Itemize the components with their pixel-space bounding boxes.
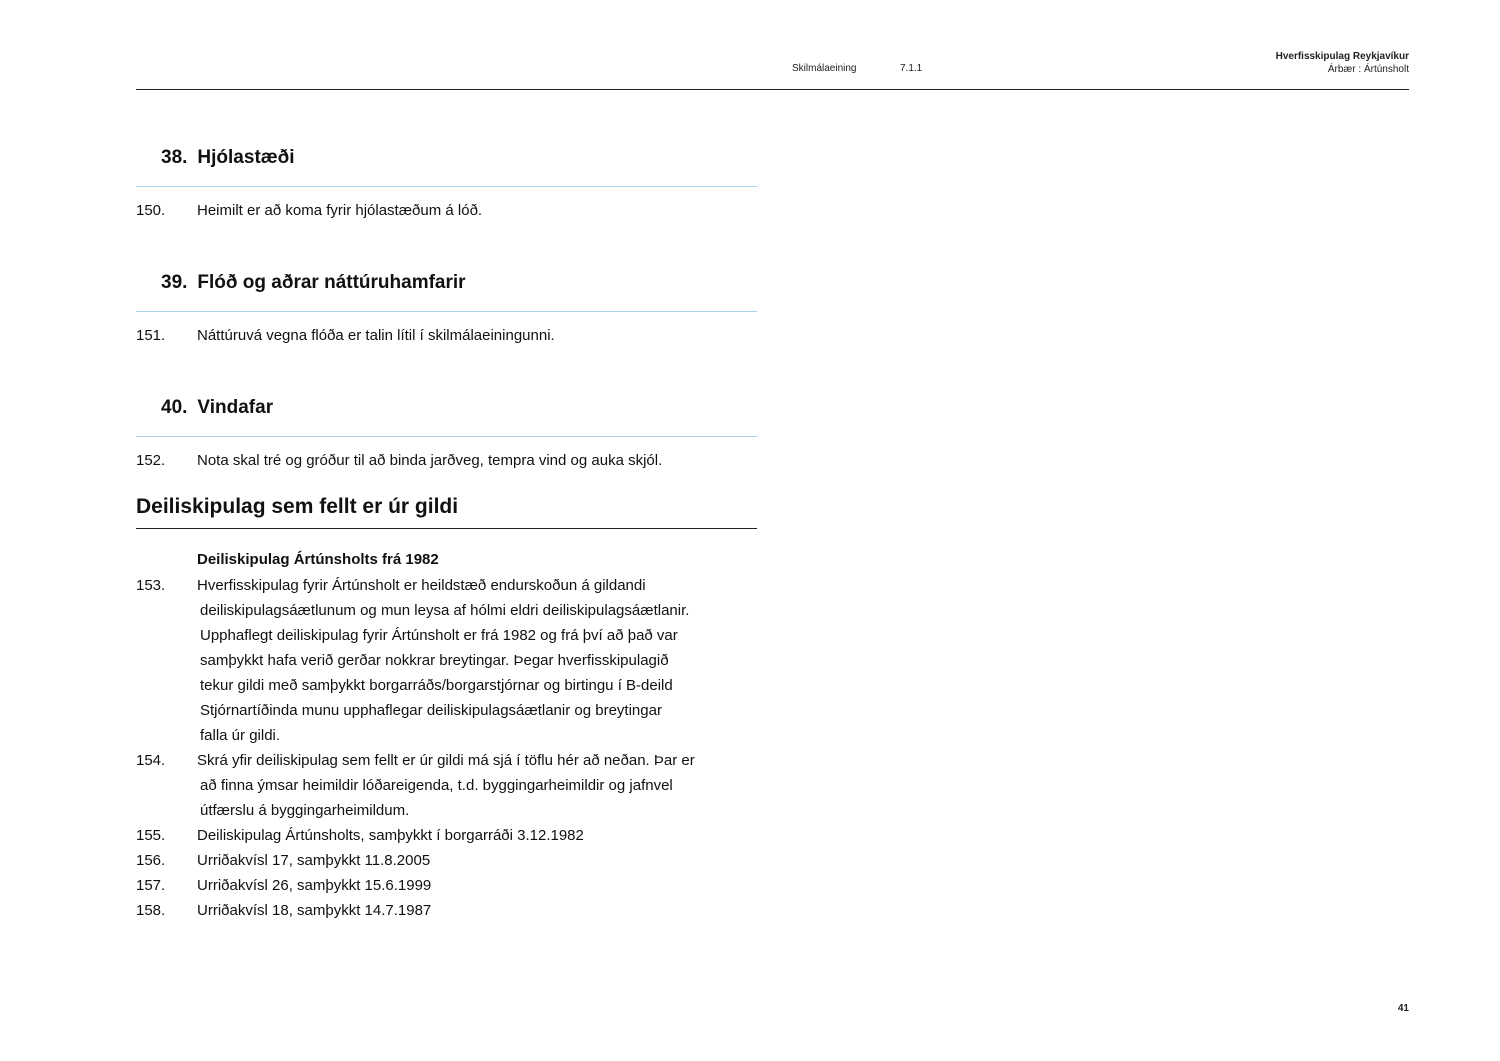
paragraph-text (197, 898, 431, 923)
section-title: Flóð og aðrar náttúruhamfarir (197, 272, 466, 293)
paragraph-number: 152. (136, 452, 166, 469)
header-section-number: 7.1.1 (900, 63, 923, 74)
section-number: 40. (161, 397, 188, 418)
section-heading-39 (161, 272, 466, 294)
paragraph-line: Upphaflegt deiliskipulag fyrir Ártúnsholt er frá 1982 og frá því að það var (200, 627, 678, 644)
paragraph-number: 156. (136, 852, 166, 869)
repealed-plans-heading: Deiliskipulag sem fellt er úr gildi (136, 495, 459, 518)
repealed-plans-divider (136, 528, 757, 529)
paragraph-number: 155. (136, 827, 166, 844)
header-doc-subtitle: Árbær : Ártúnsholt (1327, 64, 1409, 75)
paragraph-line: að finna ýmsar heimildir lóðareigenda, t.d. byggingarheimildir og jafnvel (200, 777, 673, 794)
paragraph-line: deiliskipulagsáætlunum og mun leysa af hólmi eldri deiliskipulagsáætlanir. (200, 602, 690, 619)
header-doc-title: Hverfisskipulag Reykjavíkur (1275, 51, 1409, 62)
repealed-plans-subheading: Deiliskipulag Ártúnsholts frá 1982 (197, 551, 439, 568)
paragraph-line: Heimilt er að koma fyrir hjólastæðum á lóð. (197, 202, 483, 219)
paragraph-number: 154. (136, 752, 166, 769)
paragraph-line: Urriðakvísl 17, samþykkt 11.8.2005 (197, 852, 431, 869)
paragraph-line: Hverfisskipulag fyrir Ártúnsholt er heildstæð endurskoðun á gildandi (197, 577, 646, 594)
page-number: 41 (1397, 1003, 1409, 1014)
paragraph-line: Deiliskipulag Ártúnsholts, samþykkt í borgarráði 3.12.1982 (197, 827, 584, 844)
section-heading-38 (161, 147, 295, 169)
paragraph-line: falla úr gildi. (200, 727, 281, 744)
header-section-label: Skilmálaeining (792, 63, 857, 74)
paragraph-line: útfærslu á byggingarheimildum. (200, 802, 410, 819)
paragraph-number: 151. (136, 327, 166, 344)
paragraph-line: tekur gildi með samþykkt borgarráðs/borgarstjórnar og birtingu í B-deild (200, 677, 673, 694)
paragraph-text (197, 823, 584, 848)
section-number: 39. (161, 272, 188, 293)
paragraph-text (197, 748, 695, 823)
paragraph-number: 158. (136, 902, 166, 919)
paragraph-text (197, 873, 431, 898)
paragraph-line: Stjórnartíðinda munu upphaflegar deiliskipulagsáætlanir og breytingar (200, 702, 662, 719)
paragraph-line: Urriðakvísl 26, samþykkt 15.6.1999 (197, 877, 432, 894)
paragraph-text (197, 848, 430, 873)
paragraph-text (197, 323, 555, 348)
section-divider (136, 186, 757, 187)
paragraph-number: 150. (136, 202, 166, 219)
header-document-info (1276, 50, 1409, 76)
paragraph-line: Nota skal tré og gróður til að binda jarðveg, tempra vind og auka skjól. (197, 452, 663, 469)
paragraph-text (197, 573, 689, 748)
section-divider (136, 311, 757, 312)
paragraph-number: 153. (136, 577, 166, 594)
paragraph-line: Skrá yfir deiliskipulag sem fellt er úr gildi má sjá í töflu hér að neðan. Þar er (197, 752, 695, 769)
header-divider (136, 89, 1409, 90)
paragraph-line: samþykkt hafa verið gerðar nokkrar breytingar. Þegar hverfisskipulagið (200, 652, 669, 669)
section-divider (136, 436, 757, 437)
section-number: 38. (161, 147, 188, 168)
paragraph-text (197, 198, 482, 223)
section-title: Hjólastæði (197, 147, 295, 168)
paragraph-text (197, 448, 662, 473)
paragraph-line: Urriðakvísl 18, samþykkt 14.7.1987 (197, 902, 432, 919)
paragraph-line: Náttúruvá vegna flóða er talin lítil í skilmálaeiningunni. (197, 327, 555, 344)
section-title: Vindafar (197, 397, 274, 418)
paragraph-number: 157. (136, 877, 166, 894)
section-heading-40 (161, 397, 273, 419)
